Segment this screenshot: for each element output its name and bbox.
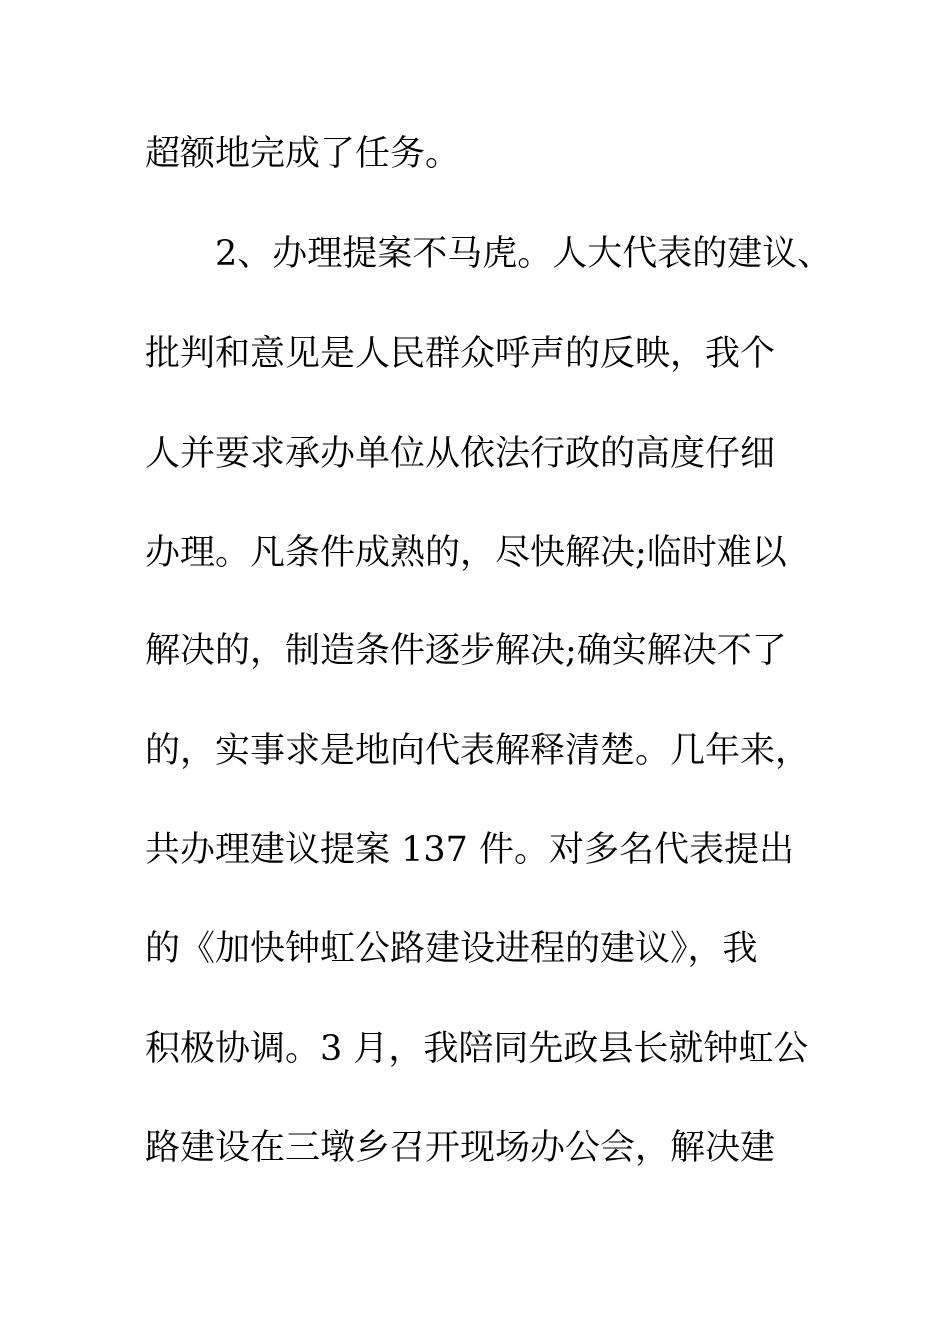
text-line-10: 积极协调。3 月，我陪同先政县长就钟虹公 xyxy=(145,1029,809,1069)
text-line-11: 路建设在三墩乡召开现场办公会，解决建 xyxy=(145,1128,776,1168)
text-line-7: 的，实事求是地向代表解释清楚。几年来， xyxy=(145,731,811,771)
text-line-3: 批判和意见是人民群众呼声的反映，我个 xyxy=(145,334,776,374)
text-line-9: 的《加快钟虹公路建设进程的建议》，我 xyxy=(145,929,758,969)
text-line-4: 人并要求承办单位从依法行政的高度仔细 xyxy=(145,434,776,474)
text-line-6: 解决的，制造条件逐步解决;确实解决不了 xyxy=(145,631,787,671)
text-line-5: 办理。凡条件成熟的，尽快解决;临时难以 xyxy=(145,533,787,573)
text-line-2: 2、办理提案不马虎。人大代表的建议、 xyxy=(215,234,833,274)
text-line-1: 超额地完成了任务。 xyxy=(145,134,461,174)
text-line-8: 共办理建议提案 137 件。对多名代表提出 xyxy=(145,830,795,870)
